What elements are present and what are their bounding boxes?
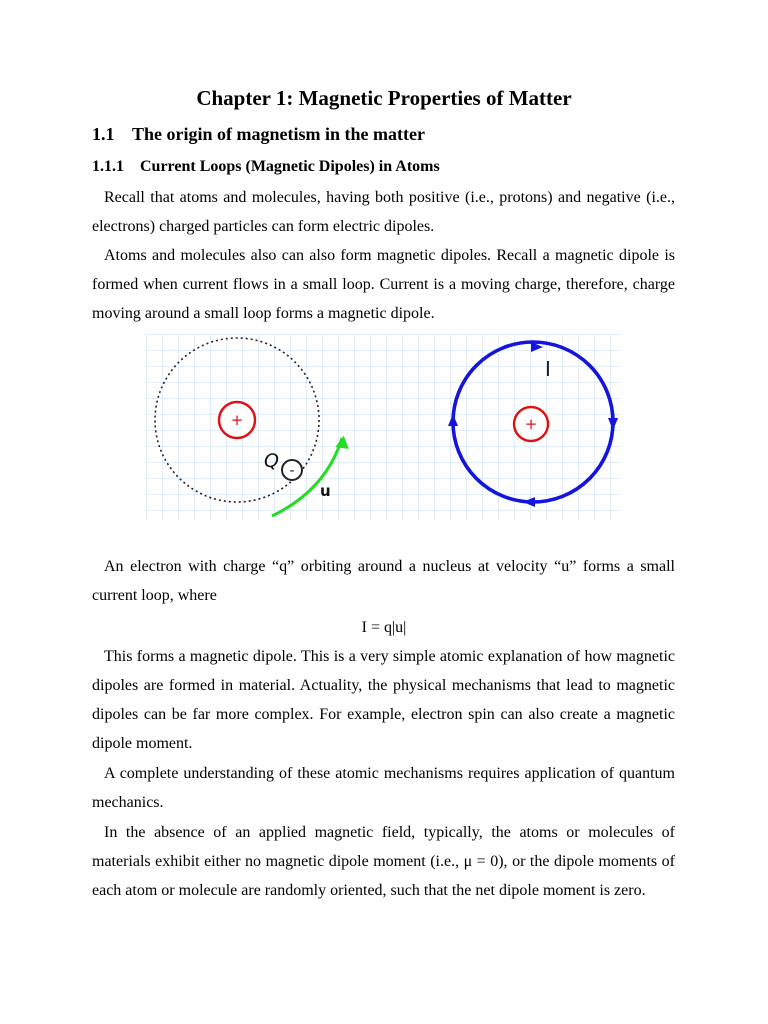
section-number: 1.1 <box>92 124 115 144</box>
subsection-number: 1.1.1 <box>92 158 124 175</box>
section-heading <box>92 124 425 145</box>
current-label: I <box>545 357 551 381</box>
paragraph-dipole-explanation: This forms a magnetic dipole. This is a very simple atomic explanation of how magnetic dipoles are formed in material. Actuality, the physical mechanisms that lead to magnetic dipoles can be far more complex. For example, electron spin can also create a magnetic dipole moment. <box>92 648 675 752</box>
nucleus-left-sign: + <box>230 411 244 429</box>
paragraph-electron-orbit: An electron with charge “q” orbiting around a nucleus at velocity “u” forms a small current loop, where <box>92 558 675 604</box>
paragraph-electric-dipoles: Recall that atoms and molecules, having both positive (i.e., protons) and negative (i.e., electrons) charged particles can form electric dipoles. <box>92 189 675 235</box>
current-equation: I = q|u| <box>361 619 407 636</box>
paragraph-magnetic-dipoles: Atoms and molecules also can also form magnetic dipoles. Recall a magnetic dipole is formed when current flows in a small loop. Current is a moving charge, therefore, charge moving around a small loop forms a magnetic dipole. <box>92 247 675 322</box>
nucleus-right-sign: + <box>524 415 538 433</box>
section-title: The origin of magnetism in the matter <box>132 124 425 144</box>
velocity-label: u <box>320 482 331 500</box>
chapter-title: Chapter 1: Magnetic Properties of Matter <box>196 86 572 110</box>
subsection-heading <box>92 158 440 176</box>
dipole-diagram <box>146 334 621 520</box>
paragraph-no-field: In the absence of an applied magnetic field, typically, the atoms or molecules of materials exhibit either no magnetic dipole moment (i.e., μ = 0), or the dipole moments of each atom or molecule are randomly oriented, such that the net dipole moment is zero. <box>92 824 675 899</box>
charge-label: Q <box>264 450 279 472</box>
electron-sign: - <box>289 463 295 479</box>
subsection-title: Current Loops (Magnetic Dipoles) in Atoms <box>140 158 440 175</box>
dipole-figure <box>146 334 621 520</box>
paragraph-quantum-mechanics: A complete understanding of these atomic mechanisms requires application of quantum mechanics. <box>92 765 675 811</box>
